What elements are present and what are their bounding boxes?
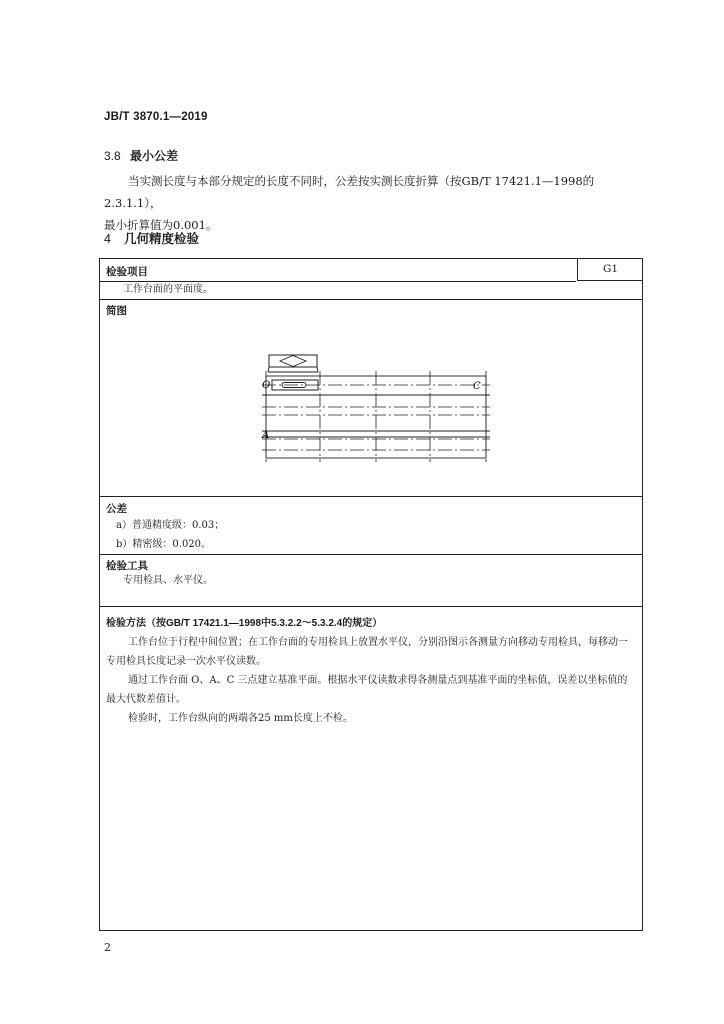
divider xyxy=(100,496,642,497)
inspection-method xyxy=(106,614,634,728)
flatness-diagram xyxy=(100,319,644,499)
level-instrument xyxy=(268,355,318,372)
diagram-label: 简图 xyxy=(106,305,127,317)
divider xyxy=(100,299,642,300)
document-header: JB/T 3870.1—2019 xyxy=(104,111,208,123)
tolerance-label: 公差 xyxy=(106,503,127,515)
tolerance-item: a）普通精度级：0.03； xyxy=(116,520,225,531)
point-label-c: C xyxy=(473,381,481,392)
method-paragraph: 通过工作台面 O、A、C 三点建立基准平面。根据水平仪读数求得各测量点到基准平面的坐标值，误差以坐标值的最大代数差值计。 xyxy=(106,675,628,705)
item-label: 检验项目 xyxy=(106,266,148,278)
method-title: 检验方法（按GB/T 17421.1—1998中5.3.2.2～5.3.2.4的规定） xyxy=(106,618,383,629)
tolerance-list xyxy=(116,516,224,554)
tools-label: 检验工具 xyxy=(106,560,148,572)
section-number: 3.8 xyxy=(104,149,121,163)
tolerance-item: b）精密级：0.020。 xyxy=(116,539,212,550)
divider xyxy=(100,554,642,555)
section-number: 4 xyxy=(104,232,111,246)
section-title: 最小公差 xyxy=(130,149,179,163)
inspection-table xyxy=(99,258,643,931)
paragraph-line: 最小折算值为0.001。 xyxy=(104,218,218,232)
page-number: 2 xyxy=(104,941,111,954)
item-code: G1 xyxy=(577,259,643,281)
paragraph-line: 当实测长度与本部分规定的长度不同时，公差按实测长度折算（按GB/T 17421.1—1998的2.3.1.1）， xyxy=(104,174,595,210)
method-paragraph: 检验时，工作台纵向的两端各25 mm长度上不检。 xyxy=(128,713,353,724)
item-text: 工作台面的平面度。 xyxy=(123,284,213,295)
point-label-o: O xyxy=(262,380,271,391)
divider xyxy=(100,606,642,607)
section-title: 几何精度检验 xyxy=(124,232,200,246)
section-3-8-paragraph xyxy=(104,170,644,236)
point-label-a: A xyxy=(262,430,270,441)
method-paragraph: 工作台位于行程中间位置；在工作台面的专用检具上放置水平仪，分别沿图示各测量方向移动专用检具，每移动一专用检具长度记录一次水平仪读数。 xyxy=(106,637,628,667)
section-4-heading xyxy=(104,229,199,247)
tools-text: 专用检具、水平仪。 xyxy=(123,575,213,586)
measuring-lines-transverse xyxy=(266,371,486,462)
section-3-8-heading xyxy=(104,147,178,164)
